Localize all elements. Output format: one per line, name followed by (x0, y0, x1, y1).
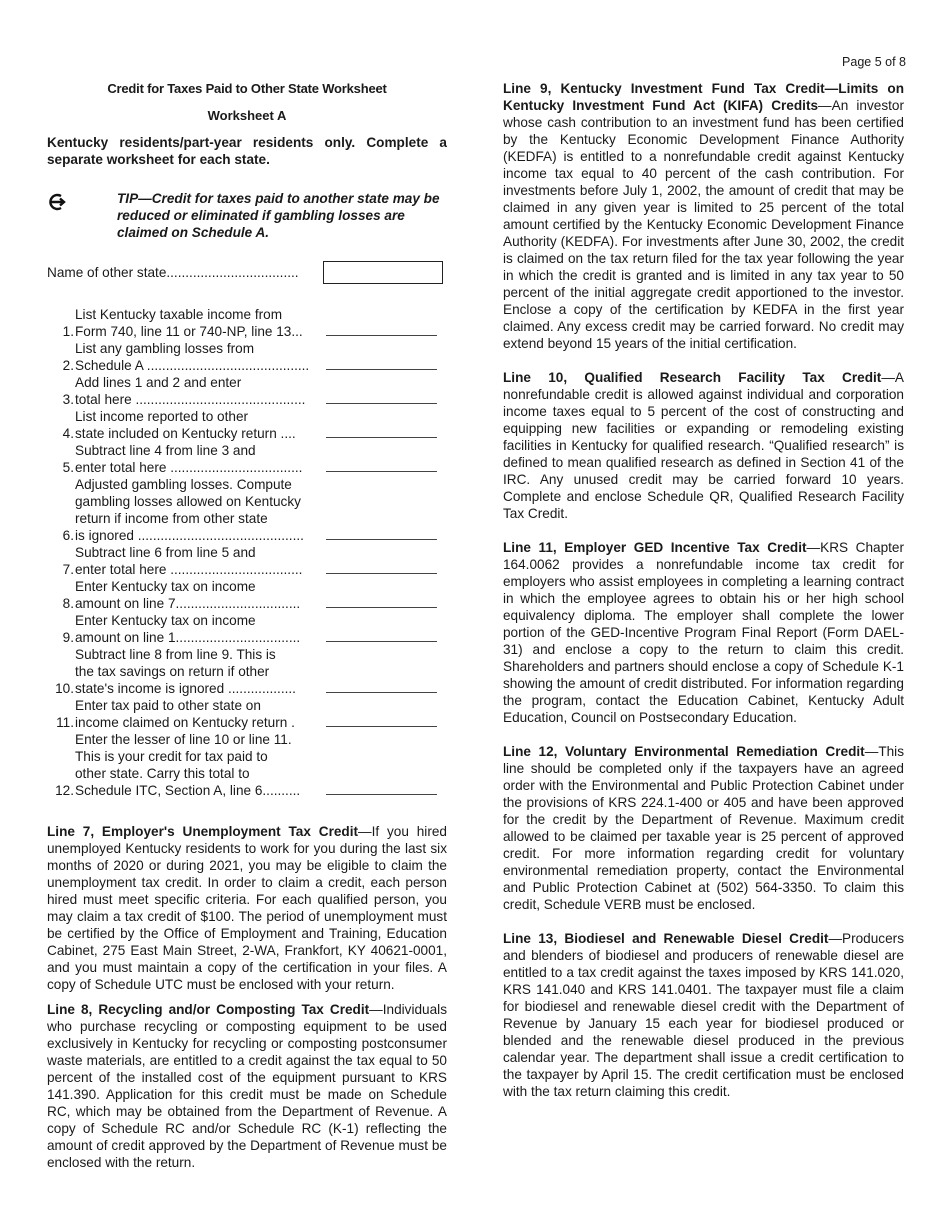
worksheet-line-12 (47, 731, 447, 799)
line-13-body: —Producers and blenders of biodiesel and producers of renewable diesel are entitled to a tax credit against the taxes imposed by KRS 141.020, KRS 141.040 and KRS 141.0401. The taxpayer must file a claim for biodiesel and renewable diesel credit with the Department of Revenue by January 15 each year for biodiesel produced or blended and the renewable diesel produced in the previous calendar year. The department shall issue a credit certification to the taxpayer by April 15. The credit certification must be enclosed with the tax return claiming this credit. (503, 931, 904, 1099)
line-10-entry[interactable] (326, 691, 437, 693)
line-2-entry[interactable] (326, 368, 437, 370)
line-7-section (47, 823, 447, 993)
line-10-heading: Line 10, Qualified Research Facility Tax Credit (503, 370, 882, 385)
line-text: List Kentucky taxable income from Form 740, line 11 or 740-NP, line 13... (75, 307, 303, 339)
line-text: Enter tax paid to other state on income claimed on Kentucky return . (75, 698, 295, 730)
line-number: 10. (55, 681, 74, 696)
line-11-section (503, 539, 904, 726)
line-number: 3. (62, 392, 74, 407)
line-8-entry[interactable] (326, 606, 437, 608)
line-text: List any gambling losses from Schedule A ........................................... (75, 341, 310, 373)
line-11-body: —KRS Chapter 164.0062 provides a nonrefundable income tax credit for employers who assist employees in completing a learning contract in which the employee agrees to obtain his or her high school equivalency diploma. The employer shall complete the lower portion of the GED-Incentive Program Final Report (Form DAEL-31) and enclose a copy to the return to claim this credit. Shareholders and partners should enclose a copy of Schedule K-1 showing the amount of credit distributed. For information regarding the program, contact the Education Cabinet, Kentucky Adult Education, Council on Postsecondary Education. (503, 540, 905, 725)
line-12-heading: Line 12, Voluntary Environmental Remediation Credit (503, 744, 865, 759)
line-text: Enter Kentucky tax on income amount on line 7................................. (75, 579, 301, 611)
line-12-entry[interactable] (326, 793, 437, 795)
line-number: 2. (62, 358, 74, 373)
worksheet-line-3 (47, 374, 447, 408)
line-text: List income reported to other state included on Kentucky return .... (75, 409, 296, 441)
line-1-entry[interactable] (326, 334, 437, 336)
line-number: 5. (62, 460, 74, 475)
worksheet-line-2 (47, 340, 447, 374)
line-12-section (503, 743, 904, 913)
right-column (503, 80, 904, 1100)
arrow-right-icon (47, 190, 117, 216)
line-number: 12. (55, 783, 74, 798)
worksheet-line-10 (47, 646, 447, 697)
line-number: 11. (56, 715, 74, 730)
line-8-heading: Line 8, Recycling and/or Composting Tax Credit (47, 1002, 370, 1017)
line-text: Enter the lesser of line 10 or line 11. This is your credit for tax paid to other state. Carry this total to Schedule ITC, Section A, line 6.......... (75, 732, 301, 798)
line-3-entry[interactable] (326, 402, 437, 404)
line-text: Subtract line 4 from line 3 and enter total here ................................... (75, 443, 303, 475)
line-number: 4. (62, 426, 74, 441)
worksheet-line-9 (47, 612, 447, 646)
line-number: 7. (62, 562, 74, 577)
line-text: Enter Kentucky tax on income amount on line 1................................. (75, 613, 301, 645)
worksheet-line-4 (47, 408, 447, 442)
line-number: 9. (62, 630, 74, 645)
line-11-heading: Line 11, Employer GED Incentive Tax Credit (503, 540, 807, 555)
line-text: Subtract line 8 from line 9. This is the tax savings on return if other state's income is ignored .................. (75, 647, 296, 696)
worksheet-lines (47, 306, 447, 799)
line-13-section (503, 930, 904, 1100)
other-state-input[interactable] (323, 261, 443, 284)
residents-note: Kentucky residents/part-year residents only. Complete a separate worksheet for each state. (47, 135, 447, 167)
line-7-heading: Line 7, Employer's Unemployment Tax Credit (47, 824, 359, 839)
line-8-section (47, 1001, 447, 1171)
line-text: Adjusted gambling losses. Compute gambling losses allowed on Kentucky return if income from other state is ignored ............................................ (75, 477, 304, 543)
worksheet-subtitle: Worksheet A (207, 108, 287, 123)
line-9-entry[interactable] (326, 640, 437, 642)
line-10-section (503, 369, 904, 522)
other-state-row (47, 261, 447, 284)
line-number: 1. (62, 324, 74, 339)
line-number: 8. (62, 596, 74, 611)
tip-block (47, 190, 447, 241)
line-6-entry[interactable] (326, 538, 437, 540)
worksheet-title: Credit for Taxes Paid to Other State Worksheet (107, 81, 387, 96)
line-number: 6. (62, 528, 74, 543)
line-11-entry[interactable] (326, 725, 437, 727)
page-number: Page 5 of 8 (842, 55, 906, 69)
line-9-section (503, 80, 904, 352)
left-column (47, 80, 447, 1171)
line-7-body: —If you hired unemployed Kentucky residents to work for you during the last six months of 2020 or during 2021, you may be eligible to claim the unemployment tax credit. In order to claim a credit, each person hired must meet specific criteria. For each qualified person, you may claim a tax credit of $100. The period of unemployment must be certified by the Office of Employment and Training, Education Cabinet, 275 East Main Street, 2-WA, Frankfort, KY 40621-0001, and you must maintain a copy of the certification in your files. A copy of Schedule UTC must be enclosed with your return. (47, 824, 447, 992)
line-8-body: —Individuals who purchase recycling or composting equipment to be used exclusively in Kentucky for recycling or composting postconsumer waste materials, are entitled to a credit against the tax equal to 50 percent of the installed cost of the equipment pursuant to KRS 141.390. Application for this credit must be made on Schedule RC, which may be obtained from the Department of Revenue. A copy of Schedule RC and/or Schedule RC (K-1) reflecting the amount of credit approved by the Department of Revenue must be enclosed with the return. (47, 1002, 447, 1170)
worksheet-line-5 (47, 442, 447, 476)
line-10-body: —A nonrefundable credit is allowed against individual and corporation income taxes equal to 5 percent of the cost of constructing and equipping new facilities or expanding or remodeling existing facilities in Kentucky for qualified research. “Qualified research” is defined to mean qualified research as defined in Section 41 of the IRC. Any unused credit may be carried forward 10 years. Complete and enclose Schedule QR, Qualified Research Facility Tax Credit. (503, 370, 904, 521)
worksheet-line-11 (47, 697, 447, 731)
worksheet-line-1 (47, 306, 447, 340)
line-9-body: —An investor whose cash contribution to an investment fund has been certified by the Kentucky Economic Development Finance Authority (KEDFA) is entitled to a nonrefundable credit against Kentucky income tax equal to 40 percent of the cash contribution. For investments before July 1, 2002, the amount of credit that may be claimed in any given year is limited to 25 percent of the total amount certified by the Kentucky Economic Development Finance Authority (KEDFA). For investments after June 30, 2002, the credit is claimed on the tax return filed for the tax year following the year in which the credit is granted and is limited in any tax year to 50 percent of the initial aggregate credit apportioned to the investor. Enclose a copy of the certification by KEDFA in the first year claimed. Any excess credit may be carried forward. No credit may extend beyond 15 years of the initial certification. (503, 98, 904, 351)
line-4-entry[interactable] (326, 436, 437, 438)
tip-text: TIP—Credit for taxes paid to another state may be reduced or eliminated if gambling losses are claimed on Schedule A. (117, 191, 440, 240)
line-13-heading: Line 13, Biodiesel and Renewable Diesel Credit (503, 931, 829, 946)
line-12-body: —This line should be completed only if the taxpayers have an agreed order with the Environmental and Public Protection Cabinet under the provisions of KRS 224.1-400 or 405 and have been approved for the credit by the Department of Revenue. Maximum credit allowed to be claimed per taxable year is 25 percent of approved credit. For more information regarding credit for voluntary environmental remediation property, contact the Environmental and Public Protection Cabinet at (502) 564-3350. To claim this credit, Schedule VERB must be enclosed. (503, 744, 904, 912)
line-9-heading: Line 9, Kentucky Investment Fund Tax Credit—Limits on Kentucky Investment Fund Act (KIFA) Credits (503, 81, 904, 113)
line-5-entry[interactable] (326, 470, 437, 472)
worksheet-line-7 (47, 544, 447, 578)
worksheet-line-8 (47, 578, 447, 612)
other-state-label: Name of other state................................... (47, 265, 299, 280)
line-7-entry[interactable] (326, 572, 437, 574)
line-text: Add lines 1 and 2 and enter total here ............................................. (75, 375, 306, 407)
worksheet-line-6 (47, 476, 447, 544)
line-text: Subtract line 6 from line 5 and enter total here ................................... (75, 545, 303, 577)
